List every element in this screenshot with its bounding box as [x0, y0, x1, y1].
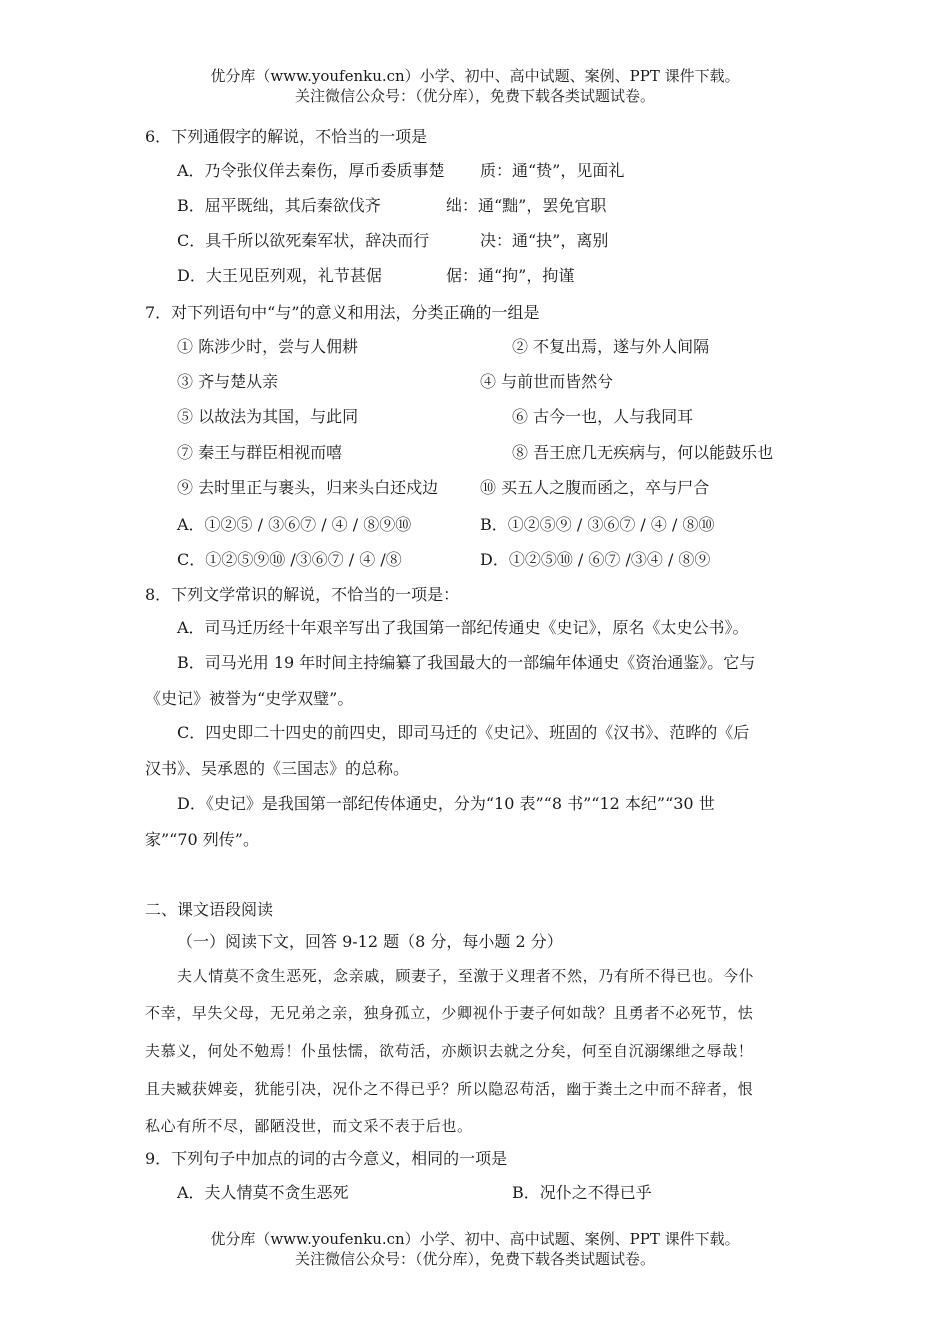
- q8-option-a: A．司马迁历经十年艰辛写出了我国第一部纪传通史《史记》，原名《太史公书》。: [177, 618, 749, 637]
- passage-line: 不幸，早失父母，无兄弟之亲，独身孤立，少卿视仆于妻子何如哉？且勇者不必死节，怯: [145, 1004, 754, 1022]
- header-line-1: 优分库（www.youfenku.cn）小学、初中、高中试题、案例、PPT 课件下载。: [210, 67, 740, 85]
- q9-option-b: B．况仆之不得已乎: [512, 1183, 652, 1202]
- q8-option-c-line-1: C．四史即二十四史的前四史，即司马迁的《史记》、班固的《汉书》、范晔的《后: [177, 723, 750, 742]
- q7-item-7: ⑦ 秦王与群臣相视而嘻: [177, 443, 343, 462]
- header-line-2: 关注微信公众号：（优分库），免费下载各类试题试卷。: [294, 87, 655, 105]
- q7-option-b: B．①②⑤⑨ / ③⑥⑦ / ④ / ⑧⑩: [480, 515, 715, 534]
- section-subtitle: （一）阅读下文，回答 9-12 题（8 分，每小题 2 分）: [177, 932, 563, 951]
- q8-option-c-line-2: 汉书》、吴承恩的《三国志》的总称。: [145, 759, 410, 778]
- q7-item-1: ① 陈涉少时，尝与人佣耕: [177, 337, 359, 356]
- q8-option-b-line-1: B．司马光用 19 年时间主持编纂了我国最大的一部编年体通史《资治通鉴》。它与: [177, 653, 756, 672]
- q6-option-b-note: 绌：通“黜”，罢免官职: [446, 196, 607, 215]
- q7-item-5: ⑤ 以故法为其国，与此同: [177, 407, 359, 426]
- q8-option-b-line-2: 《史记》被誉为“史学双璧”。: [145, 689, 354, 708]
- passage-line: 私心有所不尽，鄙陋没世，而文采不表于后也。: [145, 1117, 473, 1135]
- q8-option-d-line-1: D．《史记》是我国第一部纪传体通史，分为“10 表”“8 书”“12 本纪”“30 世: [177, 794, 715, 813]
- section-title: 二、课文语段阅读: [145, 900, 274, 919]
- q6-option-d: D．大王见臣列观，礼节甚倨: [177, 266, 382, 285]
- footer-line-2: 关注微信公众号：（优分库），免费下载各类试题试卷。: [294, 1250, 655, 1268]
- footer-line-1: 优分库（www.youfenku.cn）小学、初中、高中试题、案例、PPT 课件下载。: [210, 1230, 740, 1248]
- q7-option-c: C．①②⑤⑨⑩ /③⑥⑦ / ④ /⑧: [177, 550, 402, 569]
- q6-option-a-note: 质：通“贽”，见面礼: [480, 161, 625, 180]
- q9-option-a: A．夫人情莫不贪生恶死: [177, 1183, 349, 1202]
- q6-option-a: A．乃令张仪佯去秦伤，厚币委质事楚: [177, 161, 445, 180]
- q6-option-c: C．具千所以欲死秦军状，辞决而行: [177, 231, 430, 250]
- passage-line: 且夫臧获婢妾，犹能引决，况仆之不得已乎？所以隐忍苟活，幽于粪土之中而不辞者，恨: [145, 1080, 754, 1098]
- q8-stem: 8．下列文学常识的解说，不恰当的一项是：: [145, 585, 460, 604]
- passage-line: 夫慕义，何处不勉焉！仆虽怯懦，欲苟活，亦颇识去就之分矣，何至自沉溺缧绁之辱哉！: [145, 1042, 754, 1060]
- q6-option-b: B．屈平既绌，其后秦欲伐齐: [177, 196, 381, 215]
- q7-item-2: ② 不复出焉，遂与外人间隔: [512, 337, 710, 356]
- q7-item-3: ③ 齐与楚从亲: [177, 372, 279, 391]
- q7-item-4: ④ 与前世而皆然兮: [480, 372, 614, 391]
- q7-option-a: A．①②⑤ / ③⑥⑦ / ④ / ⑧⑨⑩: [177, 515, 412, 534]
- q6-option-d-note: 倨：通“拘”，拘谨: [446, 266, 575, 285]
- q7-stem: 7．对下列语句中“与”的意义和用法，分类正确的一组是: [145, 303, 540, 322]
- q6-stem: 6．下列通假字的解说，不恰当的一项是: [145, 127, 428, 146]
- q7-item-8: ⑧ 吾王庶几无疾病与，何以能鼓乐也: [512, 443, 774, 462]
- q7-item-9: ⑨ 去时里正与裹头，归来头白还戍边: [177, 478, 439, 497]
- q7-item-10: ⑩ 买五人之腹而函之，卒与尸合: [480, 478, 710, 497]
- q8-option-d-line-2: 家”“70 列传”。: [145, 830, 259, 849]
- q6-option-c-note: 决：通“抉”，离别: [480, 231, 609, 250]
- q7-option-d: D．①②⑤⑩ / ⑥⑦ /③④ / ⑧⑨: [480, 550, 711, 569]
- q9-stem: 9．下列句子中加点的词的古今意义，相同的一项是: [145, 1149, 508, 1168]
- q7-item-6: ⑥ 古今一也，人与我同耳: [512, 407, 694, 426]
- passage-line: 夫人情莫不贪生恶死，念亲戚，顾妻子，至激于义理者不然，乃有所不得已也。今仆: [177, 967, 755, 985]
